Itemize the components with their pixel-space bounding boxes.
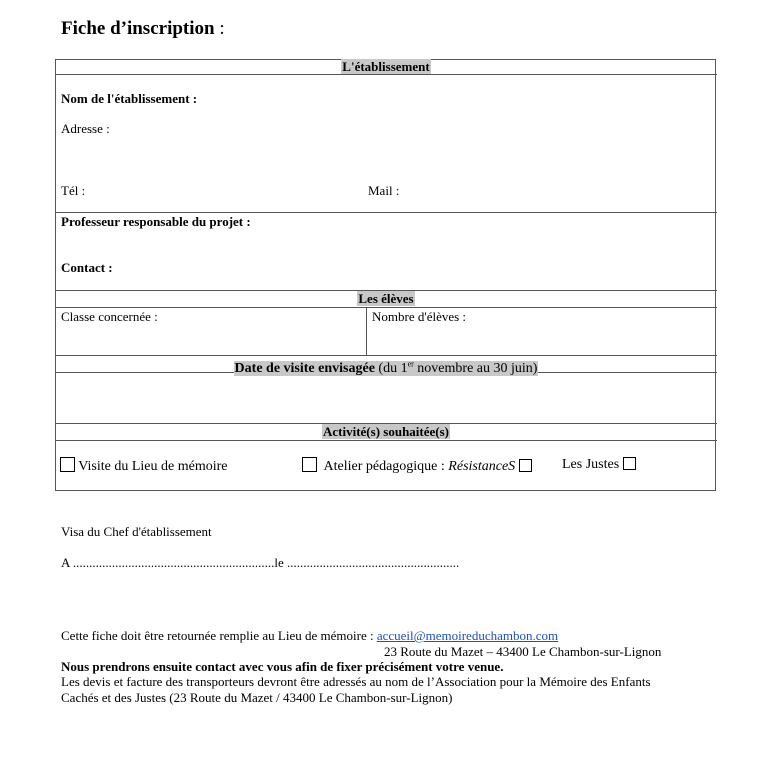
atelier-name-checkbox[interactable] xyxy=(519,459,532,472)
address-line: 23 Route du Mazet – 43400 Le Chambon-sur-Lignon xyxy=(384,644,662,659)
return-instructions xyxy=(61,628,558,644)
divider xyxy=(55,212,717,213)
visite-checkbox[interactable] xyxy=(60,457,75,472)
justes-label: Les Justes xyxy=(562,457,620,472)
justes-checkbox[interactable] xyxy=(623,457,636,470)
title-suffix: : xyxy=(214,18,225,39)
divider xyxy=(55,440,717,441)
section-eleves xyxy=(55,292,717,306)
contact-field: Contact : xyxy=(61,260,113,275)
nombre-eleves-field: Nombre d'élèves : xyxy=(372,309,467,324)
divider xyxy=(55,74,717,75)
section-eleves-label: Les élèves xyxy=(358,291,414,306)
mail-field: Mail : xyxy=(368,183,400,198)
contact-notice: Nous prendrons ensuite contact avec vous afin de fixer précisément votre venue. xyxy=(61,659,504,674)
title-text: Fiche d’inscription xyxy=(61,18,215,39)
visa-signature-line: A ..............................................................le ..................................................... xyxy=(61,555,460,570)
section-etablissement xyxy=(55,60,717,74)
page-title xyxy=(61,18,225,40)
section-etablissement-label: L'établissement xyxy=(342,59,430,74)
email-link[interactable]: accueil@memoireduchambon.com xyxy=(376,628,559,643)
devis-line-1: Les devis et facture des transporteurs devront être adressés au nom de l’Association pour la Mémoire des Enfants xyxy=(61,674,651,689)
return-text: Cette fiche doit être retournée remplie au Lieu de mémoire : xyxy=(61,628,377,643)
professeur-field: Professeur responsable du projet : xyxy=(61,214,251,229)
section-date-label: Date de visite envisagée xyxy=(234,360,375,376)
activity-justes[interactable] xyxy=(562,457,636,473)
section-date-range: (du 1 xyxy=(374,360,408,376)
section-date-sup: er xyxy=(407,359,414,368)
section-activites xyxy=(55,425,717,439)
section-date xyxy=(55,356,717,376)
divider xyxy=(366,307,367,355)
atelier-checkbox[interactable] xyxy=(302,457,317,472)
atelier-label: Atelier pédagogique : xyxy=(323,459,449,474)
visite-label: Visite du Lieu de mémoire xyxy=(78,459,228,474)
activity-atelier[interactable] xyxy=(302,457,532,475)
tel-field: Tél : xyxy=(61,183,86,198)
atelier-name: RésistanceS xyxy=(448,459,516,474)
divider xyxy=(55,307,717,308)
nom-etablissement-field: Nom de l'établissement : xyxy=(61,91,198,106)
activity-visite[interactable] xyxy=(60,457,227,475)
classe-field: Classe concernée : xyxy=(61,309,158,324)
section-date-end: novembre au 30 juin) xyxy=(413,360,538,376)
visa-label: Visa du Chef d'établissement xyxy=(61,524,212,539)
section-activites-label: Activité(s) souhaitée(s) xyxy=(323,424,449,439)
devis-line-2: Cachés et des Justes (23 Route du Mazet / 43400 Le Chambon-sur-Lignon) xyxy=(61,690,453,705)
adresse-field: Adresse : xyxy=(61,121,110,136)
